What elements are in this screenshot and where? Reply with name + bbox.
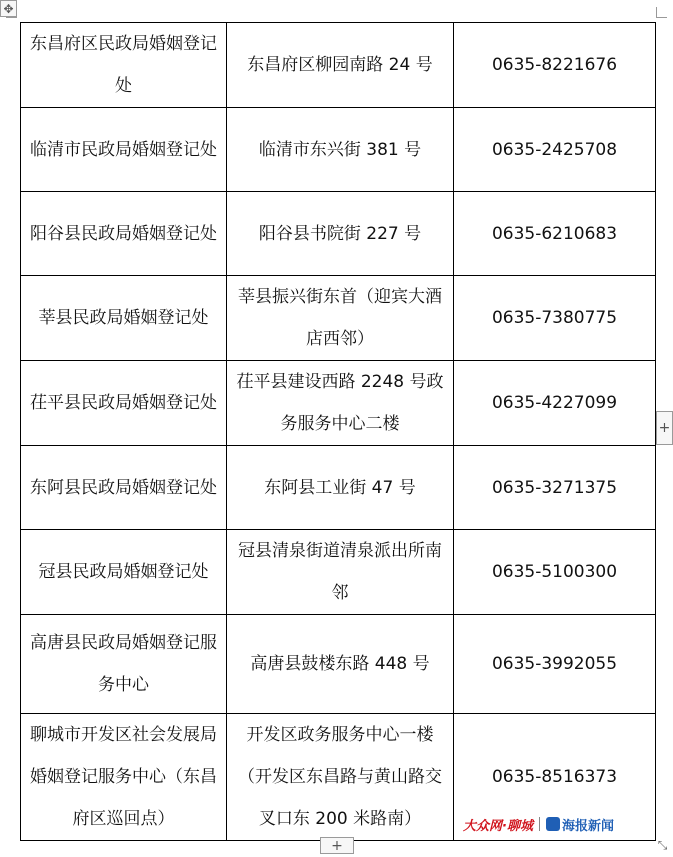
address-cell[interactable]: 莘县振兴街东首（迎宾大酒店西邻） [227, 276, 454, 361]
haibao-logo [546, 815, 614, 834]
office-cell[interactable]: 茌平县民政局婚姻登记处 [21, 361, 227, 446]
table-row [21, 615, 656, 714]
table-row [21, 530, 656, 615]
table-row [21, 108, 656, 192]
address-cell[interactable]: 阳谷县书院街 227 号 [227, 192, 454, 276]
office-cell[interactable]: 聊城市开发区社会发展局婚姻登记服务中心（东昌府区巡回点） [21, 714, 227, 841]
dzwww-logo: 大众网·聊城 [463, 818, 533, 834]
plus-icon: + [331, 837, 343, 854]
phone-cell[interactable]: 0635-7380775 [454, 276, 656, 361]
address-cell[interactable]: 东阿县工业街 47 号 [227, 446, 454, 530]
phone-cell[interactable]: 0635-3992055 [454, 615, 656, 714]
address-cell[interactable]: 冠县清泉街道清泉派出所南邻 [227, 530, 454, 615]
watermark [463, 813, 614, 835]
phone-cell[interactable]: 0635-8516373 [454, 714, 656, 841]
phone-cell[interactable]: 0635-8221676 [454, 23, 656, 108]
marriage-registration-table [20, 22, 656, 841]
table-resize-handle[interactable] [654, 837, 671, 854]
table-row [21, 446, 656, 530]
phone-cell[interactable]: 0635-6210683 [454, 192, 656, 276]
resize-icon: ⤡ [657, 838, 668, 852]
add-column-button[interactable] [656, 411, 673, 445]
haibao-logo-text: 海报新闻 [561, 818, 614, 834]
address-cell[interactable]: 茌平县建设西路 2248 号政务服务中心二楼 [227, 361, 454, 446]
office-cell[interactable]: 东阿县民政局婚姻登记处 [21, 446, 227, 530]
table-row [21, 192, 656, 276]
table-row [21, 361, 656, 446]
office-cell[interactable]: 高唐县民政局婚姻登记服务中心 [21, 615, 227, 714]
move-icon: ✥ [3, 1, 14, 16]
address-cell[interactable]: 高唐县鼓楼东路 448 号 [227, 615, 454, 714]
phone-cell[interactable]: 0635-4227099 [454, 361, 656, 446]
haibao-app-icon [546, 817, 560, 831]
office-cell[interactable]: 阳谷县民政局婚姻登记处 [21, 192, 227, 276]
margin-corner-mark [656, 7, 667, 18]
table-row [21, 276, 656, 361]
watermark-divider [539, 817, 540, 831]
phone-cell[interactable]: 0635-3271375 [454, 446, 656, 530]
phone-cell[interactable]: 0635-5100300 [454, 530, 656, 615]
office-cell[interactable]: 东昌府区民政局婚姻登记处 [21, 23, 227, 108]
office-cell[interactable]: 冠县民政局婚姻登记处 [21, 530, 227, 615]
table-row [21, 23, 656, 108]
add-row-button[interactable] [320, 837, 354, 854]
address-cell[interactable]: 临清市东兴街 381 号 [227, 108, 454, 192]
phone-cell[interactable]: 0635-2425708 [454, 108, 656, 192]
margin-corner-mark [6, 7, 17, 18]
plus-icon: + [658, 420, 671, 436]
office-cell[interactable]: 莘县民政局婚姻登记处 [21, 276, 227, 361]
address-cell[interactable]: 东昌府区柳园南路 24 号 [227, 23, 454, 108]
office-cell[interactable]: 临清市民政局婚姻登记处 [21, 108, 227, 192]
address-cell[interactable]: 开发区政务服务中心一楼（开发区东昌路与黄山路交叉口东 200 米路南） [227, 714, 454, 841]
